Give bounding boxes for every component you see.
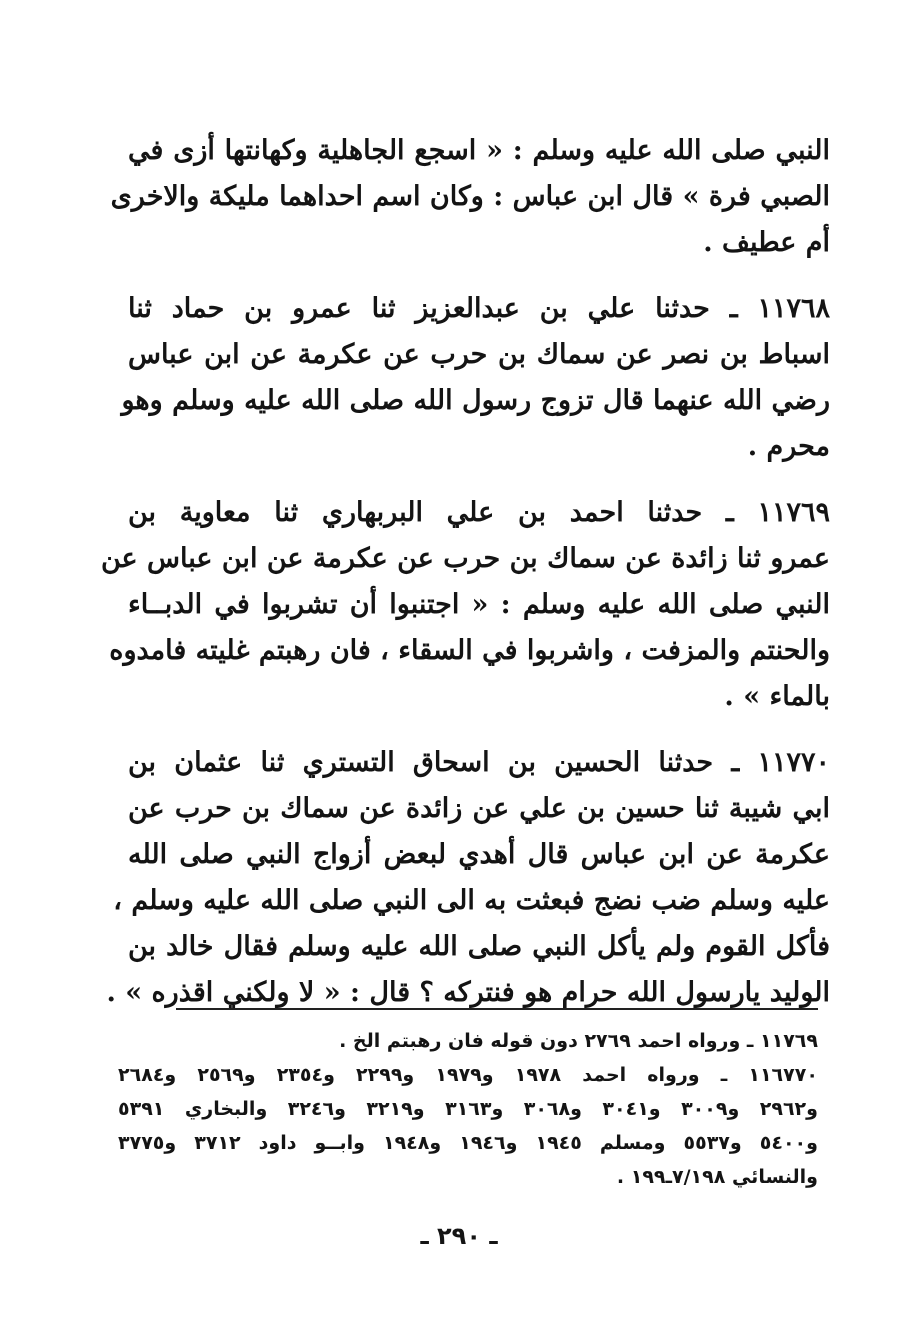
text-line: عليه وسلم ضب نضج فبعثت به الى النبي صلى الله عليه وسلم ، — [113, 885, 830, 916]
text-line: النبي صلى الله عليه وسلم : « اسجع الجاهلية وكهانتها أزى في — [128, 135, 830, 166]
text-line: الوليد يارسول الله حرام هو فنتركه ؟ قال : « لا ولكني اقذره » . — [106, 977, 830, 1008]
main-text — [100, 128, 830, 1016]
text-line: ١١٧٦٨ ـ حدثنا علي بن عبدالعزيز ثنا عمرو بن حماد ثنا — [128, 293, 830, 324]
footnote-line: ١١٧٦٩ ـ ورواه احمد ٢٧٦٩ دون قوله فان رهبتم الخ . — [339, 1030, 818, 1052]
footnote-line: ١١٦٧٧٠ ـ ورواه احمد ١٩٧٨ و١٩٧٩ و٢٢٩٩ و٢٣٥٤ و٢٥٦٩ و٢٦٨٤ — [118, 1064, 818, 1086]
hadith-11769 — [100, 490, 830, 720]
text-line: أم عطيف . — [703, 227, 830, 258]
text-line: ١١٧٦٩ ـ حدثنا احمد بن علي البربهاري ثنا معاوية بن — [128, 497, 830, 528]
footnote-divider — [176, 1008, 818, 1010]
page-number: ـ ٢٩٠ ـ — [420, 1222, 498, 1250]
hadith-11770 — [106, 740, 830, 1016]
text-line: محرم . — [747, 431, 830, 462]
text-line: ١١٧٧٠ ـ حدثنا الحسين بن اسحاق التستري ثنا عثمان بن — [128, 747, 830, 778]
text-line: رضي الله عنهما قال تزوج رسول الله صلى الله عليه وسلم وهو — [121, 385, 830, 416]
footnote-line: و٢٩٦٢ و٣٠٠٩ و٣٠٤١ و٣٠٦٨ و٣١٦٣ و٣٢١٩ و٣٢٤٦ والبخاري ٥٣٩١ — [118, 1098, 818, 1120]
text-line: بالماء » . — [724, 681, 830, 712]
hadith-11768 — [121, 286, 830, 470]
footnote-line: و٥٤٠٠ و٥٥٣٧ ومسلم ١٩٤٥ و١٩٤٦ و١٩٤٨ وابــو داود ٣٧١٢ و٣٧٧٥ — [118, 1132, 818, 1154]
text-line: والحنتم والمزفت ، واشربوا في السقاء ، فان رهبتم غليته فامدوه — [109, 635, 830, 666]
text-line: النبي صلى الله عليه وسلم : « اجتنبوا أن تشربوا في الدبــاء — [128, 589, 830, 620]
text-line: عكرمة عن ابن عباس قال أهدي لبعض أزواج النبي صلى الله — [128, 839, 830, 870]
paragraph-1 — [110, 128, 830, 266]
text-line: ابي شيبة ثنا حسين بن علي عن زائدة عن سماك بن حرب عن — [128, 793, 830, 824]
footnote-line: والنسائي ٧/١٩٨ـ١٩٩ . — [616, 1166, 818, 1188]
footnotes — [118, 1024, 818, 1194]
text-line: الصبي فرة » قال ابن عباس : وكان اسم احداهما مليكة والاخرى — [110, 181, 830, 212]
text-line: عمرو ثنا زائدة عن سماك بن حرب عن عكرمة عن ابن عباس عن — [100, 543, 830, 574]
text-line: فأكل القوم ولم يأكل النبي صلى الله عليه وسلم فقال خالد بن — [128, 931, 830, 962]
text-line: اسباط بن نصر عن سماك بن حرب عن عكرمة عن ابن عباس — [128, 339, 830, 370]
